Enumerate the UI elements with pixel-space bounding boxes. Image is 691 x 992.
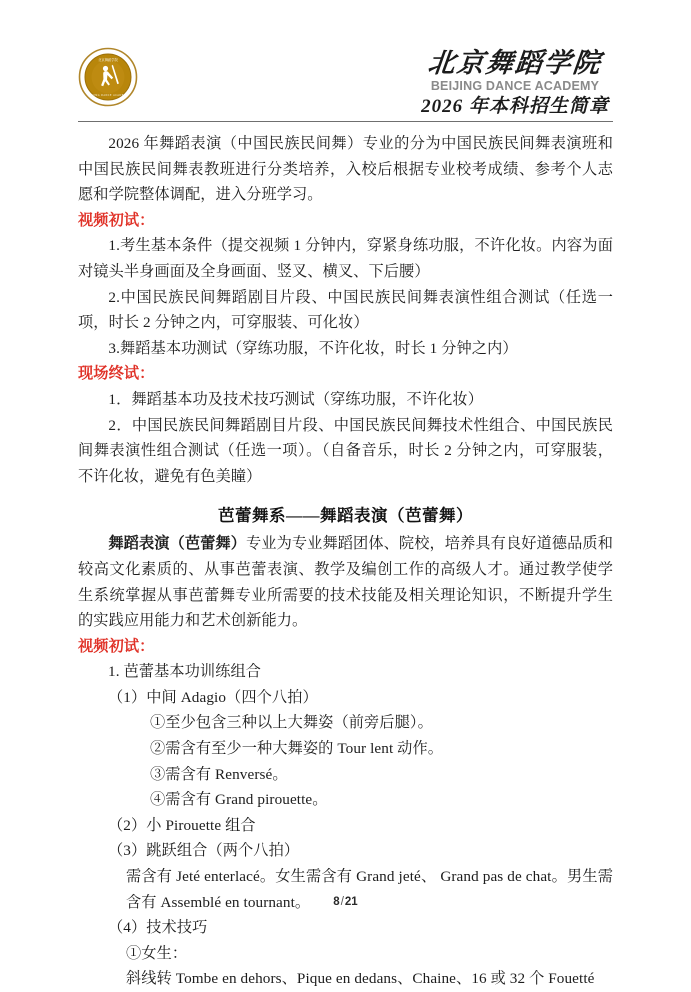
brand-title-en: BEIJING DANCE ACADEMY (430, 79, 600, 93)
folk-final-item-1: 1．舞蹈基本功及技术技巧测试（穿练功服，不许化妆） (108, 390, 483, 408)
page-footer (0, 896, 691, 908)
brand-block (415, 48, 615, 119)
header-divider (78, 121, 613, 122)
folk-video-item-1: 1.考生基本条件（提交视频 1 分钟内，穿紧身练功服，不许化妆。内容为面对镜头半身画面及全身画面、竖叉、横叉、下后腰） (78, 237, 613, 280)
ballet-item-1-3-text: 需含有 Jeté enterlacé。女生需含有 Grand jeté、 Grand pas de chat。男生需含有 Assemblé en tournant。 (126, 868, 613, 911)
folk-final-heading: 现场终试： (78, 365, 155, 383)
intro-paragraph: 2026 年舞蹈表演（中国民族民间舞）专业的分为中国民族民间舞表演班和中国民族民间舞表教班进行分类培养，入校后根据专业校考成绩、参考个人志愿和学院整体调配，进入分班学习。 (78, 135, 613, 204)
ballet-item-1-4: （4）技术技巧 (108, 919, 208, 937)
ballet-item-1-1-sub-4: ④需含有 Grand pirouette。 (150, 791, 328, 809)
page-header (0, 0, 691, 122)
beijing-dance-academy-seal-icon (78, 47, 138, 107)
ballet-item-1: 1. 芭蕾基本功训练组合 (108, 663, 262, 681)
svg-text:北京舞蹈学院: 北京舞蹈学院 (98, 58, 118, 62)
brand-subtitle: 2026 年本科招生简章 (421, 96, 609, 117)
svg-text:BEIJING DANCE ACADEMY: BEIJING DANCE ACADEMY (87, 94, 129, 97)
folk-video-item-3: 3.舞蹈基本功测试（穿练功服，不许化妆，时长 1 分钟之内） (108, 339, 518, 357)
folk-video-heading: 视频初试： (78, 211, 155, 229)
ballet-intro-paragraph (78, 531, 613, 633)
page-number-current: 8 (333, 896, 340, 908)
folk-video-item-2: 2.中国民族民间舞蹈剧目片段、中国民族民间舞表演性组合测试（任选一项，时长 2 分钟之内，可穿服装、可化妆） (78, 288, 613, 332)
folk-final-item-2: 2．中国民族民间舞蹈剧目片段、中国民族民间舞技术性组合、中国民族民间舞表演性组合测试（任选一项）。（自备音乐，时长 2 分钟之内，可穿服装，不许化妆，避免有色美瞳） (78, 416, 613, 485)
brand-title-cn: 北京舞蹈学院 (426, 48, 604, 78)
ballet-item-1-1: （1）中间 Adagio（四个八拍） (108, 688, 318, 706)
ballet-intro-lead: 舞蹈表演（芭蕾舞） (108, 535, 247, 553)
ballet-item-1-1-sub-3: ③需含有 Renversé。 (150, 765, 288, 783)
page-content (78, 131, 613, 992)
ballet-item-1-4-sub-1: ①女生： (126, 944, 188, 962)
ballet-item-1-2: （2）小 Pirouette 组合 (108, 816, 256, 834)
ballet-section-title: 芭蕾舞系——舞蹈表演（芭蕾舞） (218, 506, 473, 526)
ballet-item-1-1-sub-1: ①至少包含三种以上大舞姿（前旁后腿）。 (150, 714, 433, 732)
page-number-total: 21 (344, 896, 358, 908)
ballet-item-1-3: （3）跳跃组合（两个八拍） (108, 842, 300, 860)
ballet-video-heading: 视频初试： (78, 637, 155, 655)
ballet-item-1-1-sub-2: ②需含有至少一种大舞姿的 Tour lent 动作。 (150, 740, 444, 758)
page-number-separator: / (340, 896, 344, 908)
ballet-item-1-4-sub-1-text: 斜线转 Tombe en dehors、Pique en dedans、Chaine、16 或 32 个 Fouetté (126, 970, 595, 988)
ballet-intro-rest: 专业为专业舞蹈团体、院校，培养具有良好道德品质和较高文化素质的、从事芭蕾表演、教学及编创工作的高级人才。通过教学使学生系统掌握从事芭蕾舞专业所需要的技术技能及相关理论知识，不断提升学生的实践应用能力和艺术创新能力。 (78, 535, 613, 630)
